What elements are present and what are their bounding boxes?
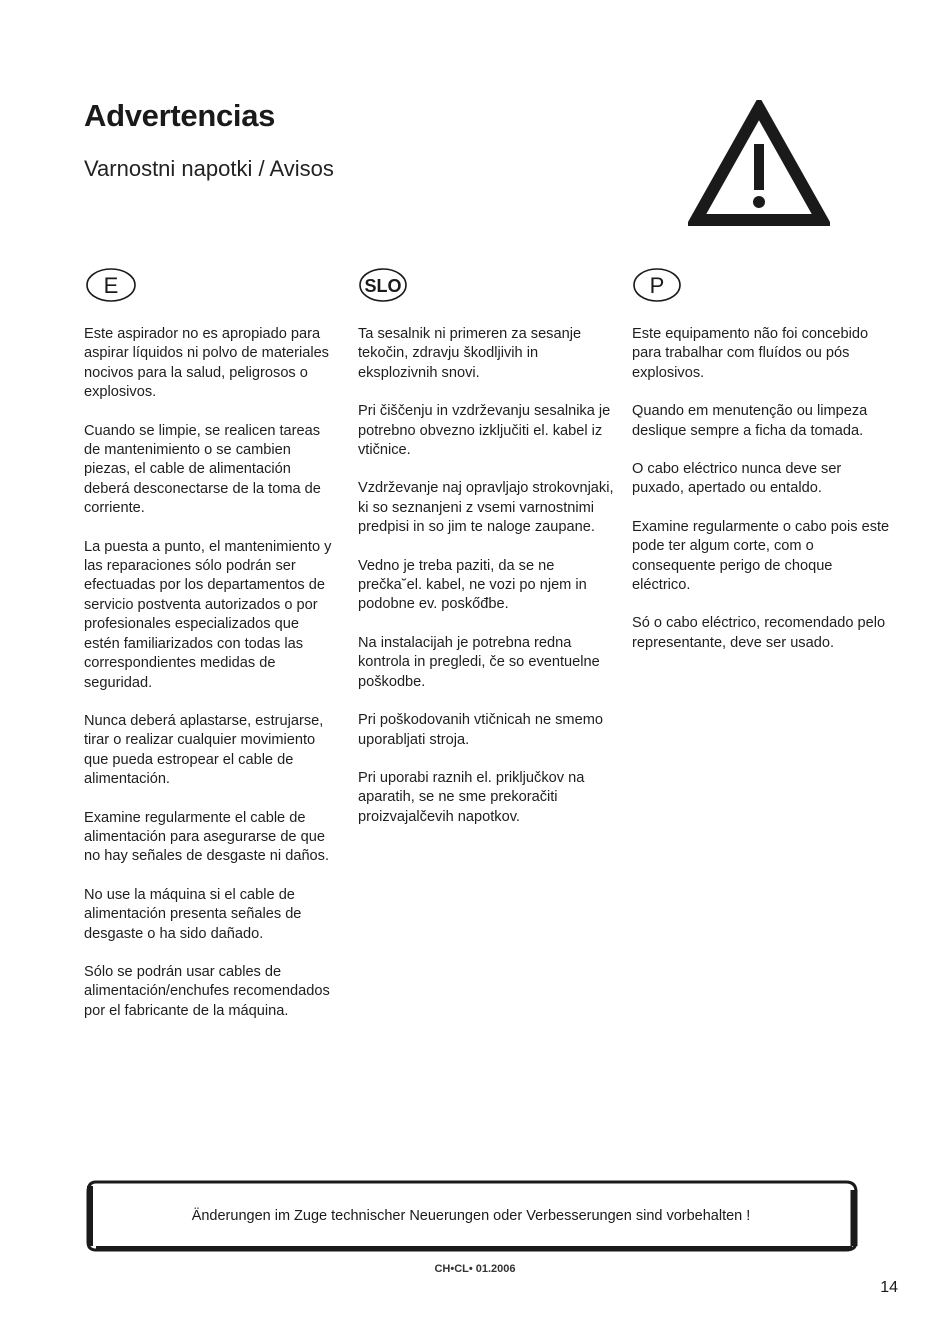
language-badge-p (630, 266, 684, 304)
paragraph: Pri poškodovanih vtičnicah ne smemo uporabljati stroja. (358, 712, 603, 748)
warning-triangle-icon (688, 100, 830, 228)
badge-label-e: E (103, 273, 119, 298)
paragraph: Só o cabo eléctrico, recomendado pelo representante, deve ser usado. (632, 615, 886, 651)
paragraph: O cabo eléctrico nunca deve ser puxado, apertado ou entaldo. (632, 461, 842, 497)
paragraph: Vzdrževanje naj opravljajo strokovnjaki, ki so seznanjeni z vsemi varnostnimi predpisi in so jim te naloge zaupane. (358, 480, 614, 536)
paragraph: Examine regularmente el cable de alimentación para asegurarse de que no hay señales de desgaste ni daños. (84, 809, 330, 865)
paragraph: Na instalacijah je potrebna redna kontrola in pregledi, če so eventuelne poškodbe. (358, 634, 600, 690)
paragraph: No use la máquina si el cable de alimentación presenta señales de desgaste o ha sido dañado. (84, 886, 302, 942)
language-badge-slo (356, 266, 410, 304)
language-badge-e (84, 266, 138, 304)
footer-notice-text: Änderungen im Zuge technischer Neuerungen oder Verbesserungen sind vorbehalten ! (191, 1208, 751, 1224)
page-title: Advertencias (84, 98, 276, 133)
paragraph: Pri čiščenju in vzdrževanju sesalnika je potrebno obvezno izključiti el. kabel iz vtičnice. (358, 403, 611, 459)
paragraph: Sólo se podrán usar cables de alimentación/enchufes recomendados por el fabricante de la máquina. (84, 963, 330, 1019)
column-portuguese (632, 325, 894, 672)
paragraph: La puesta a punto, el mantenimiento y las reparaciones sólo podrán ser efectuadas por los departamentos de servicio postventa autorizados o por profesionales especializados que estén familiarizados con todas las correspondientes medidas de seguridad. (84, 538, 332, 691)
paragraph: Quando em menutenção ou limpeza deslique sempre a ficha da tomada. (632, 403, 868, 439)
paragraph: Nunca deberá aplastarse, estrujarse, tirar o realizar cualquier movimiento que pueda estropear el cable de alimentación. (84, 712, 324, 788)
footer-notice-box (82, 1176, 860, 1254)
column-spanish (84, 325, 338, 1040)
paragraph: Examine regularmente o cabo pois este pode ter algum corte, com o consequente perigo de choque eléctrico. (632, 518, 890, 594)
page-subtitle: Varnostni napotki / Avisos (84, 156, 334, 181)
paragraph: Ta sesalnik ni primeren za sesanje tekočin, zdravju škodljivih in eksplozivnih snovi. (358, 326, 582, 381)
document-code: CH•CL• 01.2006 (434, 1263, 516, 1275)
column-slovenian (358, 325, 614, 846)
badge-label-p: P (649, 273, 665, 298)
paragraph: Este equipamento não foi concebido para trabalhar com fluídos ou pós explosivos. (632, 326, 869, 381)
paragraph: Este aspirador no es apropiado para aspirar líquidos ni polvo de materiales nocivos para la salud, peligrosos o explosivos. (84, 326, 329, 401)
paragraph: Pri uporabi raznih el. priključkov na aparatih, se ne sme prekoračiti proizvajalčevih napotkov. (358, 769, 585, 825)
badge-label-slo: SLO (364, 276, 402, 296)
paragraph: Vedno je treba paziti, da se ne prečka˘el. kabel, ne vozi po njem in podobne ev. poskőđbe. (358, 557, 587, 613)
page-number: 14 (880, 1279, 898, 1296)
paragraph: Cuando se limpie, se realicen tareas de mantenimiento o se cambien piezas, el cable de alimentación deberá desconectarse de la toma de corriente. (84, 422, 321, 517)
